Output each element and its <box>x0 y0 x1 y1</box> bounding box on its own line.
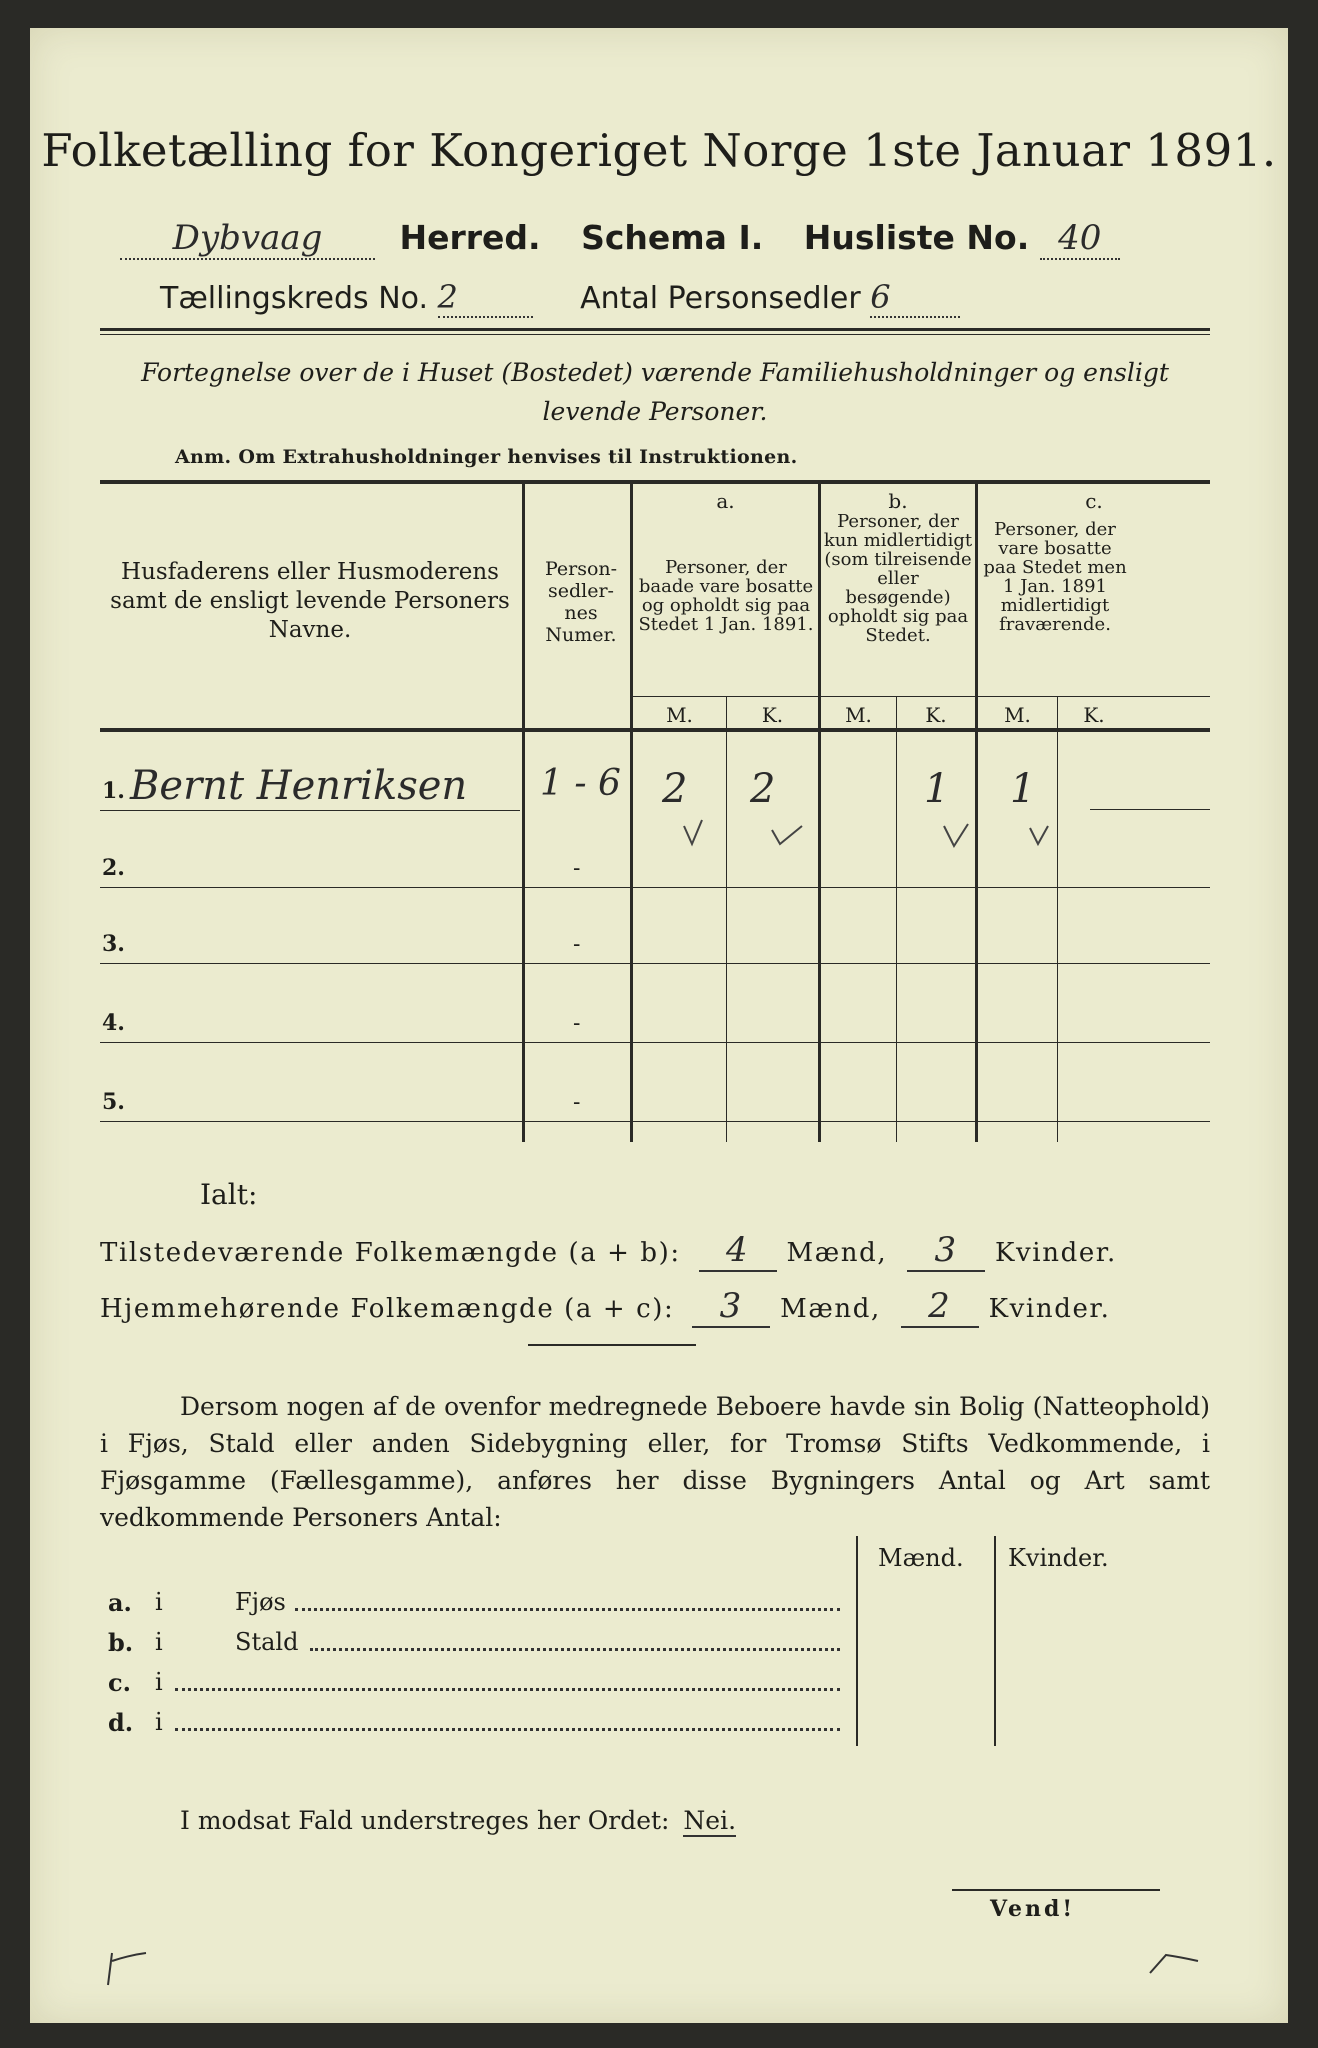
maend-label: Mænd, <box>780 1294 881 1324</box>
check-mark-icon <box>768 818 808 848</box>
herred-label: Herred. <box>399 218 541 257</box>
building-i: i <box>155 1708 163 1736</box>
dot-leader <box>175 1728 840 1731</box>
row1-rule-right <box>1090 809 1210 810</box>
check-mark-icon <box>1026 820 1056 848</box>
kvinder-label: Kvinder. <box>988 1294 1111 1324</box>
totals-line-2 <box>100 1286 1110 1328</box>
corner-mark-icon <box>1146 1943 1206 1983</box>
vline-b-mk <box>896 696 897 1142</box>
vline-b <box>975 484 978 1142</box>
row5-rule <box>100 1121 1210 1122</box>
maend-label: Mænd, <box>786 1238 888 1268</box>
c-m-label: M. <box>1004 703 1031 727</box>
col-numer-header: Person-sedler-nes Numer. <box>544 558 618 646</box>
sidebygning-paragraph: Dersom nogen af de ovenfor medregnede Beboere havde sin Bolig (Natteophold) i Fjøs, Stald eller anden Sidebygning eller, for Tromsø Stifts Vedkommende, i Fjøsgamme (Fællesgamme), anføres her disse Bygningers Antal og Art samt vedkommende Personers Antal: <box>100 1392 1210 1532</box>
col-names-header: Husfaderens eller Husmoderens samt de ensligt levende Personers Navne. <box>110 559 510 643</box>
a-k-label: K. <box>761 703 784 727</box>
kvinder-label: Kvinder. <box>995 1238 1117 1268</box>
totals-line-1 <box>100 1230 1117 1272</box>
c-k-label: K. <box>1083 703 1105 727</box>
building-name: Stald <box>235 1628 299 1656</box>
numer-dash: - <box>573 1090 581 1115</box>
vline-a-mk <box>726 696 727 1142</box>
vline-buildings-1 <box>856 1536 858 1746</box>
building-letter: a. <box>108 1588 132 1617</box>
header-rule-thin <box>100 334 1210 335</box>
vend-label: Vend! <box>990 1896 1076 1922</box>
buildings-maend-header: Mænd. <box>878 1544 964 1572</box>
form-title: Folketælling for Kongeriget Norge 1ste Januar 1891. <box>41 124 1277 177</box>
ialt-label: Ialt: <box>200 1178 258 1211</box>
check-mark-icon <box>940 818 974 850</box>
hjemme-kvinder-value: 2 <box>901 1286 979 1328</box>
row4-rule <box>100 1042 1210 1043</box>
row2-rule <box>100 887 1210 888</box>
row1-b-k: 1 <box>924 766 950 812</box>
dot-leader <box>175 1688 840 1691</box>
row-number: 5. <box>102 1089 125 1115</box>
row-number: 3. <box>102 931 125 957</box>
census-form-page <box>30 28 1288 2023</box>
building-letter: c. <box>108 1668 131 1697</box>
col-b-letter: b. <box>888 489 908 513</box>
header-rule <box>100 328 1210 331</box>
dot-leader <box>295 1608 840 1611</box>
anm-note: Anm. Om Extrahusholdninger henvises til Instruktionen. <box>175 446 798 468</box>
corner-mark-icon <box>100 1943 170 1993</box>
check-mark-icon <box>680 816 710 850</box>
row3-rule <box>100 963 1210 964</box>
b-k-label: K. <box>925 703 947 727</box>
a-m-label: M. <box>666 703 693 727</box>
vline-a <box>818 484 821 1142</box>
row-number: 1. <box>102 778 125 804</box>
vline-numer <box>630 484 633 1142</box>
kreds-label: Tællingskreds No. <box>160 281 428 316</box>
hjemme-maend-value: 3 <box>692 1286 770 1328</box>
row1-rule-left <box>100 810 520 811</box>
husliste-label: Husliste No. <box>803 218 1030 257</box>
row1-a-m: 2 <box>662 766 688 812</box>
tilstede-label: Tilstedeværende Folkemængde (a + b): <box>100 1238 681 1268</box>
modsat-label: I modsat Fald understreges her Ordet: <box>180 1806 670 1835</box>
building-i: i <box>155 1668 163 1696</box>
husliste-value: 40 <box>1040 218 1120 260</box>
dot-leader <box>310 1648 840 1651</box>
buildings-kvinder-header: Kvinder. <box>1008 1544 1109 1572</box>
modsat-text <box>180 1806 736 1835</box>
hjemme-label: Hjemmehørende Folkemængde (a + c): <box>100 1294 675 1324</box>
numer-dash: - <box>573 856 581 881</box>
kreds-value: 2 <box>438 278 533 318</box>
col-c-letter: c. <box>1085 489 1103 513</box>
vline-buildings-2 <box>994 1536 996 1746</box>
row-number: 4. <box>102 1010 125 1036</box>
tilstede-maend-value: 4 <box>699 1230 777 1272</box>
building-letter: d. <box>108 1708 134 1737</box>
vline-names <box>522 484 525 1142</box>
col-a-letter: a. <box>716 489 735 513</box>
vend-rule <box>952 1889 1160 1891</box>
numer-dash: - <box>573 1011 581 1036</box>
schema-label: Schema I. <box>581 218 764 257</box>
row1-a-k: 2 <box>750 766 776 812</box>
numer-dash: - <box>573 932 581 957</box>
building-i: i <box>155 1628 163 1656</box>
row1-c-m: 1 <box>1010 766 1036 812</box>
section-divider <box>528 1344 696 1346</box>
kreds-line <box>160 278 960 318</box>
b-m-label: M. <box>845 703 872 727</box>
vline-c-mk <box>1057 696 1058 1142</box>
herred-line <box>120 218 1120 260</box>
herred-value: Dybvaag <box>120 218 375 260</box>
intro-text: Fortegnelse over de i Huset (Bostedet) værende Familiehusholdninger og ensligt levende Personer. <box>141 358 1169 426</box>
table-top-rule <box>100 480 1210 484</box>
row1-numer: 1 - 6 <box>540 763 621 804</box>
col-c-header: Personer, der vare bosatte paa Stedet men 1 Jan. 1891 midlertidigt fraværende. <box>983 519 1127 635</box>
antal-label: Antal Personsedler <box>580 281 861 316</box>
col-a-header: Personer, der baade vare bosatte og opholdt sig paa Stedet 1 Jan. 1891. <box>638 557 814 635</box>
col-b-header: Personer, der kun midlertidigt (som tilreisende eller besøgende) opholdt sig paa Stedet. <box>823 511 973 646</box>
building-name: Fjøs <box>235 1588 286 1616</box>
building-i: i <box>155 1588 163 1616</box>
row1-name: Bernt Henriksen <box>130 763 468 809</box>
table-header-rule <box>100 728 1210 732</box>
antal-value: 6 <box>870 278 960 318</box>
building-letter: b. <box>108 1628 134 1657</box>
mk-rule <box>633 696 1210 697</box>
tilstede-kvinder-value: 3 <box>907 1230 985 1272</box>
nei-word: Nei. <box>683 1806 737 1835</box>
row-number: 2. <box>102 855 125 881</box>
